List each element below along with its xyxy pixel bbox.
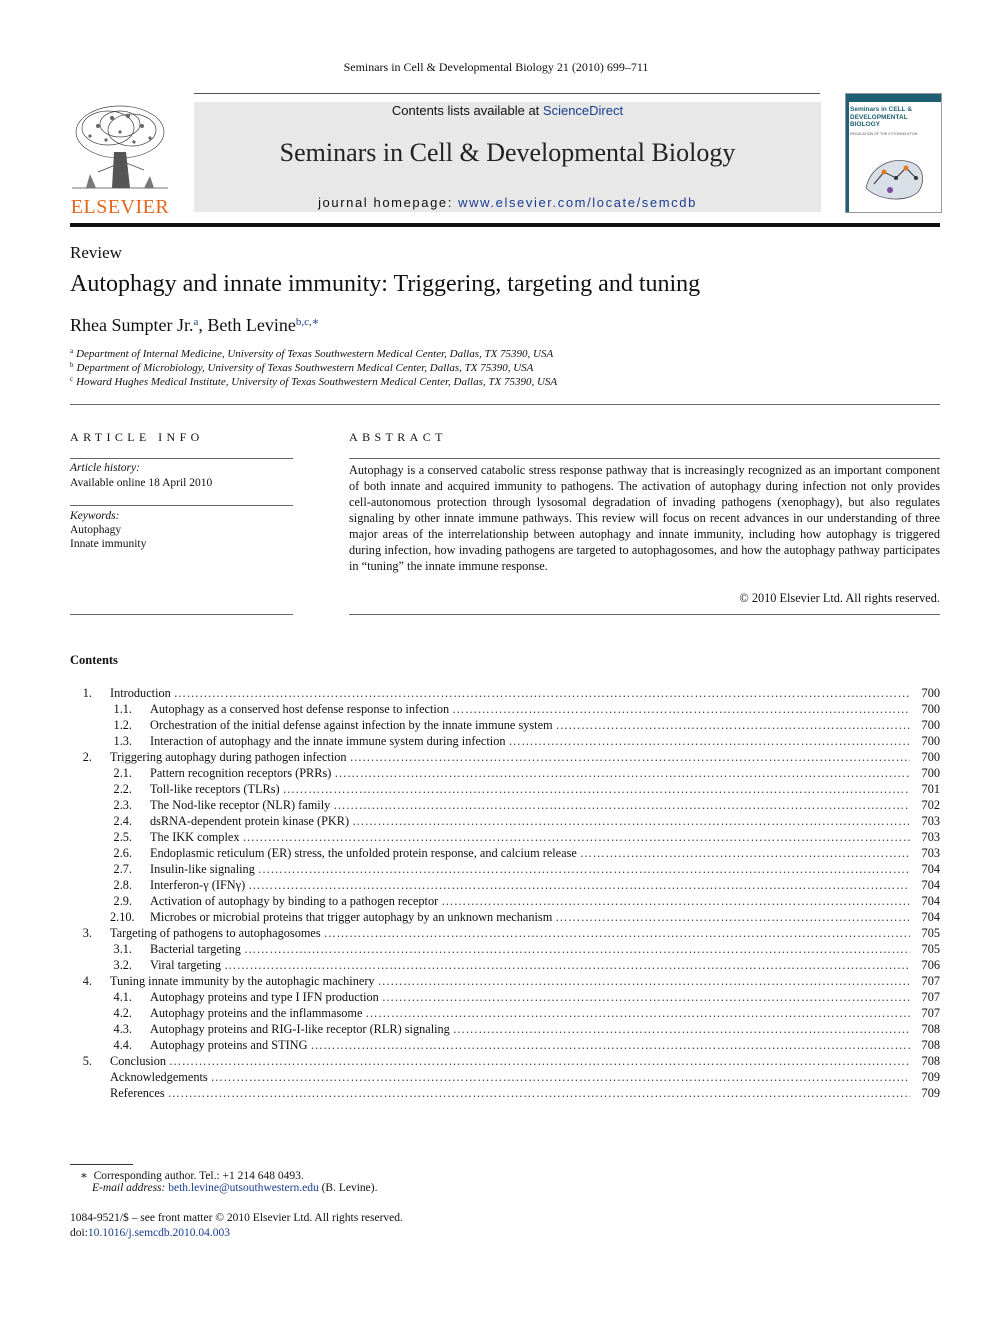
contents-prefix: Contents lists available at bbox=[391, 103, 543, 118]
toc-page: 705 bbox=[921, 926, 940, 940]
toc-title-text: Autophagy proteins and type I IFN production bbox=[150, 990, 379, 1004]
toc-entry[interactable] bbox=[70, 1085, 940, 1101]
toc-entry[interactable] bbox=[70, 1037, 940, 1053]
toc-number: 4.3. bbox=[113, 1022, 132, 1036]
toc-title bbox=[150, 813, 910, 829]
publisher-name: ELSEVIER bbox=[70, 196, 170, 218]
toc-entry[interactable] bbox=[70, 733, 940, 749]
toc-page: 705 bbox=[921, 942, 940, 956]
toc-leader bbox=[509, 733, 911, 749]
header-rule bbox=[70, 223, 940, 227]
toc-title-text: Interferon-γ (IFNγ) bbox=[150, 878, 246, 892]
toc-number: 4. bbox=[82, 974, 92, 988]
article-title: Autophagy and innate immunity: Triggering, targeting and tuning bbox=[70, 271, 701, 297]
history-value: Available online 18 April 2010 bbox=[70, 477, 213, 489]
toc-title bbox=[150, 829, 910, 845]
article-type: Review bbox=[70, 243, 122, 262]
toc-title-text: Acknowledgements bbox=[110, 1070, 208, 1084]
toc-leader bbox=[350, 749, 910, 765]
toc-leader bbox=[555, 909, 910, 925]
toc-number: 2.10. bbox=[110, 910, 135, 924]
toc-page: 700 bbox=[921, 718, 940, 732]
doi-link[interactable]: 10.1016/j.semcdb.2010.04.003 bbox=[87, 1227, 231, 1239]
toc-title-text: The IKK complex bbox=[150, 830, 240, 844]
toc-title-text: Viral targeting bbox=[150, 958, 222, 972]
toc-title-text: Orchestration of the initial defense against infection by the innate immune system bbox=[150, 718, 553, 732]
toc-title-text: Autophagy proteins and RIG-I-like receptor (RLR) signaling bbox=[150, 1022, 450, 1036]
affiliation: $^c$ Howard Hughes Medical Institute, University of Texas Southwestern Medical Center, Dallas, TX 75390, USA bbox=[70, 375, 558, 388]
toc-leader bbox=[174, 685, 910, 701]
toc-title bbox=[150, 845, 910, 861]
toc-leader bbox=[556, 717, 910, 733]
author-separator: , bbox=[198, 315, 208, 335]
toc-title-text: Microbes or microbial proteins that trigger autophagy by an unknown mechanism bbox=[150, 910, 553, 924]
journal-name: Seminars in Cell & Developmental Biology bbox=[279, 138, 736, 167]
affiliation-link[interactable]: b,c,∗ bbox=[295, 316, 320, 328]
article-info-heading: ARTICLE INFO bbox=[70, 430, 204, 444]
running-head: Seminars in Cell & Developmental Biology 21 (2010) 699–711 bbox=[343, 60, 649, 74]
history-label: Article history: bbox=[70, 462, 140, 474]
toc-entry[interactable] bbox=[70, 749, 940, 765]
journal-cover-thumbnail[interactable] bbox=[845, 93, 942, 213]
author-name: Beth Levine bbox=[207, 315, 296, 335]
toc-leader bbox=[168, 1085, 910, 1101]
toc-page: 709 bbox=[921, 1086, 940, 1100]
cover-subtitle: REGULATION OF THE CYTOSKELETON bbox=[850, 132, 918, 136]
journal-header-box bbox=[194, 102, 821, 212]
journal-homepage bbox=[194, 195, 821, 210]
toc-title bbox=[150, 1005, 910, 1021]
toc-entry[interactable] bbox=[70, 1021, 940, 1037]
toc-number: 1.1. bbox=[113, 702, 132, 716]
toc-leader bbox=[310, 1037, 910, 1053]
toc-number: 2.2. bbox=[113, 782, 132, 796]
abstract-heading: ABSTRACT bbox=[349, 430, 447, 444]
toc-number: 5. bbox=[82, 1054, 92, 1068]
toc-entry[interactable] bbox=[70, 797, 940, 813]
toc-title bbox=[150, 717, 910, 733]
toc-number: 3.2. bbox=[113, 958, 132, 972]
toc-number: 2.1. bbox=[113, 766, 132, 780]
toc-title-text: dsRNA-dependent protein kinase (PKR) bbox=[150, 814, 350, 828]
toc-number: 1. bbox=[82, 686, 92, 700]
toc-page: 701 bbox=[921, 782, 940, 796]
email-link[interactable]: beth.levine@utsouthwestern.edu bbox=[168, 1182, 319, 1194]
toc-leader bbox=[378, 973, 910, 989]
toc-entry[interactable] bbox=[70, 925, 940, 941]
toc-title-text: The Nod-like receptor (NLR) family bbox=[150, 798, 331, 812]
issn-line: 1084-9521/$ – see front matter © 2010 Elsevier Ltd. All rights reserved. bbox=[70, 1212, 403, 1224]
toc-entry[interactable] bbox=[70, 877, 940, 893]
toc-page: 704 bbox=[921, 878, 940, 892]
toc-entry[interactable] bbox=[70, 845, 940, 861]
toc-page: 707 bbox=[921, 990, 940, 1004]
toc-page: 706 bbox=[921, 958, 940, 972]
keyword: Innate immunity bbox=[70, 538, 147, 550]
toc-title-text: Triggering autophagy during pathogen infection bbox=[110, 750, 347, 764]
affiliation-link[interactable]: a bbox=[193, 316, 199, 328]
toc-entry[interactable] bbox=[70, 829, 940, 845]
header-top-rule bbox=[194, 93, 820, 94]
toc-leader bbox=[248, 877, 910, 893]
toc-leader bbox=[224, 957, 910, 973]
author-name: Rhea Sumpter Jr. bbox=[70, 315, 194, 335]
toc-entry[interactable] bbox=[70, 973, 940, 989]
toc-leader bbox=[244, 941, 910, 957]
toc-page: 708 bbox=[921, 1022, 940, 1036]
toc-title bbox=[110, 925, 910, 941]
toc-title bbox=[150, 957, 910, 973]
toc-page: 700 bbox=[921, 750, 940, 764]
toc-leader bbox=[169, 1053, 910, 1069]
toc-title bbox=[150, 1021, 910, 1037]
toc-entry[interactable] bbox=[70, 765, 940, 781]
toc-number: 2. bbox=[82, 750, 92, 764]
toc-entry[interactable] bbox=[70, 957, 940, 973]
toc-page: 707 bbox=[921, 974, 940, 988]
toc-title bbox=[110, 973, 910, 989]
toc-entry[interactable] bbox=[70, 861, 940, 877]
toc-title-text: Pattern recognition receptors (PRRs) bbox=[150, 766, 332, 780]
footnote-rule bbox=[70, 1164, 133, 1165]
author-list bbox=[70, 315, 319, 336]
toc-title-text: References bbox=[110, 1086, 165, 1100]
toc-title-text: Autophagy as a conserved host defense response to infection bbox=[150, 702, 450, 716]
toc-title bbox=[150, 1037, 910, 1053]
abstract-copyright: © 2010 Elsevier Ltd. All rights reserved. bbox=[739, 591, 940, 605]
toc-entry[interactable] bbox=[70, 813, 940, 829]
contents-title: Contents bbox=[70, 653, 118, 667]
toc-page: 707 bbox=[921, 1006, 940, 1020]
toc-title-text: Introduction bbox=[110, 686, 171, 700]
toc-title bbox=[150, 909, 910, 925]
toc-title-text: Tuning innate immunity by the autophagic machinery bbox=[110, 974, 375, 988]
toc-title-text: Conclusion bbox=[110, 1054, 167, 1068]
toc-title bbox=[150, 941, 910, 957]
toc-number: 4.1. bbox=[113, 990, 132, 1004]
toc-page: 709 bbox=[921, 1070, 940, 1084]
toc-title bbox=[150, 893, 910, 909]
toc-title bbox=[150, 765, 910, 781]
toc-title bbox=[150, 797, 910, 813]
toc-number: 2.3. bbox=[113, 798, 132, 812]
section-rule bbox=[70, 404, 940, 405]
toc-number: 2.9. bbox=[113, 894, 132, 908]
toc-title-text: Toll-like receptors (TLRs) bbox=[150, 782, 280, 796]
toc-title bbox=[150, 861, 910, 877]
toc-number: 4.4. bbox=[113, 1038, 132, 1052]
toc-page: 704 bbox=[921, 862, 940, 876]
toc-title-text: Endoplasmic reticulum (ER) stress, the unfolded protein response, and calcium release bbox=[150, 846, 577, 860]
toc-entry[interactable] bbox=[70, 893, 940, 909]
toc-page: 700 bbox=[921, 702, 940, 716]
doi-line bbox=[70, 1227, 230, 1239]
toc-title-text: Bacterial targeting bbox=[150, 942, 241, 956]
sciencedirect-link[interactable]: ScienceDirect bbox=[542, 103, 624, 118]
toc-leader bbox=[211, 1069, 910, 1085]
toc-title-text: Activation of autophagy by binding to a pathogen receptor bbox=[150, 894, 439, 908]
email-note: E-mail address: beth.levine@utsouthwestern.edu (B. Levine). bbox=[92, 1182, 378, 1194]
toc-leader bbox=[441, 893, 910, 909]
toc-leader bbox=[283, 781, 910, 797]
toc-leader bbox=[333, 797, 910, 813]
toc-title bbox=[150, 781, 910, 797]
toc-title bbox=[110, 1053, 910, 1069]
toc-number: 3.1. bbox=[113, 942, 132, 956]
toc-number: 2.7. bbox=[113, 862, 132, 876]
email-label: E-mail address: bbox=[92, 1182, 166, 1194]
toc-title-text: Autophagy proteins and STING bbox=[150, 1038, 308, 1052]
toc-title bbox=[150, 733, 910, 749]
toc-number: 1.2. bbox=[113, 718, 132, 732]
toc-number: 4.2. bbox=[113, 1006, 132, 1020]
toc-leader bbox=[334, 765, 910, 781]
toc-entry[interactable] bbox=[70, 909, 940, 925]
table-of-contents bbox=[70, 685, 940, 1101]
affiliation: $^a$ Department of Internal Medicine, University of Texas Southwestern Medical Center, Dallas, TX 75390, USA bbox=[70, 347, 554, 360]
toc-leader bbox=[365, 1005, 910, 1021]
toc-title bbox=[110, 749, 910, 765]
contents-availability bbox=[194, 103, 821, 118]
homepage-link[interactable]: www.elsevier.com/locate/semcdb bbox=[458, 195, 697, 210]
toc-title-text: Autophagy proteins and the inflammasome bbox=[150, 1006, 363, 1020]
toc-number: 2.5. bbox=[113, 830, 132, 844]
toc-title bbox=[150, 989, 910, 1005]
toc-leader bbox=[324, 925, 910, 941]
toc-entry[interactable] bbox=[70, 701, 940, 717]
toc-page: 708 bbox=[921, 1054, 940, 1068]
toc-page: 703 bbox=[921, 846, 940, 860]
toc-leader bbox=[580, 845, 910, 861]
doi-label: doi: bbox=[70, 1227, 88, 1239]
toc-page: 700 bbox=[921, 734, 940, 748]
cover-title: Seminars in CELL & DEVELOPMENTAL BIOLOGY bbox=[850, 106, 913, 128]
toc-leader bbox=[452, 701, 910, 717]
toc-entry[interactable] bbox=[70, 989, 940, 1005]
toc-page: 700 bbox=[921, 686, 940, 700]
toc-title bbox=[150, 877, 910, 893]
toc-leader bbox=[453, 1021, 910, 1037]
toc-title bbox=[110, 1069, 910, 1085]
toc-page: 700 bbox=[921, 766, 940, 780]
keyword: Autophagy bbox=[70, 524, 122, 536]
toc-number: 3. bbox=[82, 926, 92, 940]
toc-title bbox=[110, 1085, 910, 1101]
toc-leader bbox=[382, 989, 910, 1005]
toc-title bbox=[110, 685, 910, 701]
toc-page: 704 bbox=[921, 894, 940, 908]
toc-leader bbox=[242, 829, 910, 845]
toc-entry[interactable] bbox=[70, 941, 940, 957]
keywords-label: Keywords: bbox=[70, 510, 120, 522]
affiliation: $^b$ Department of Microbiology, University of Texas Southwestern Medical Center, Dallas, TX 75390, USA bbox=[70, 361, 534, 374]
tree-icon bbox=[68, 102, 172, 194]
toc-entry[interactable] bbox=[70, 717, 940, 733]
toc-page: 703 bbox=[921, 814, 940, 828]
toc-entry[interactable] bbox=[70, 1005, 940, 1021]
toc-leader bbox=[258, 861, 910, 877]
footnote-mark: ∗ bbox=[80, 1170, 88, 1182]
toc-number: 2.6. bbox=[113, 846, 132, 860]
abstract-text: Autophagy is a conserved catabolic stress response pathway that is increasingly recognized as an important component of both innate and acquired immunity to pathogens. The activation of autophagy during infection not only provides cell-autonomous protection through lysosomal degradation of invading pathogens (xenophagy), but also regulates signaling by other innate immune pathways. This review will focus on recent advances in our understanding of three major areas of the interrelationship between autophagy and innate immunity, including how autophagy is triggered during infection, how invading pathogens are targeted to autophagosomes, and how the autophagy pathway participates in “tuning” the innate immune response. bbox=[349, 463, 940, 573]
toc-title-text: Insulin-like signaling bbox=[150, 862, 255, 876]
toc-entry[interactable] bbox=[70, 781, 940, 797]
toc-page: 704 bbox=[921, 910, 940, 924]
toc-page: 708 bbox=[921, 1038, 940, 1052]
toc-entry[interactable] bbox=[70, 1053, 940, 1069]
toc-number: 2.4. bbox=[113, 814, 132, 828]
toc-title bbox=[150, 701, 910, 717]
homepage-prefix: journal homepage: bbox=[318, 195, 459, 210]
toc-page: 702 bbox=[921, 798, 940, 812]
cell-illustration-icon bbox=[860, 148, 930, 204]
toc-leader bbox=[352, 813, 910, 829]
toc-entry[interactable] bbox=[70, 685, 940, 701]
corresponding-author-note: ∗ Corresponding author. Tel.: +1 214 648 0493. bbox=[80, 1170, 304, 1182]
toc-title-text: Targeting of pathogens to autophagosomes bbox=[110, 926, 321, 940]
toc-page: 703 bbox=[921, 830, 940, 844]
toc-entry[interactable] bbox=[70, 1069, 940, 1085]
toc-number: 1.3. bbox=[113, 734, 132, 748]
toc-number: 2.8. bbox=[113, 878, 132, 892]
toc-title-text: Interaction of autophagy and the innate immune system during infection bbox=[150, 734, 506, 748]
